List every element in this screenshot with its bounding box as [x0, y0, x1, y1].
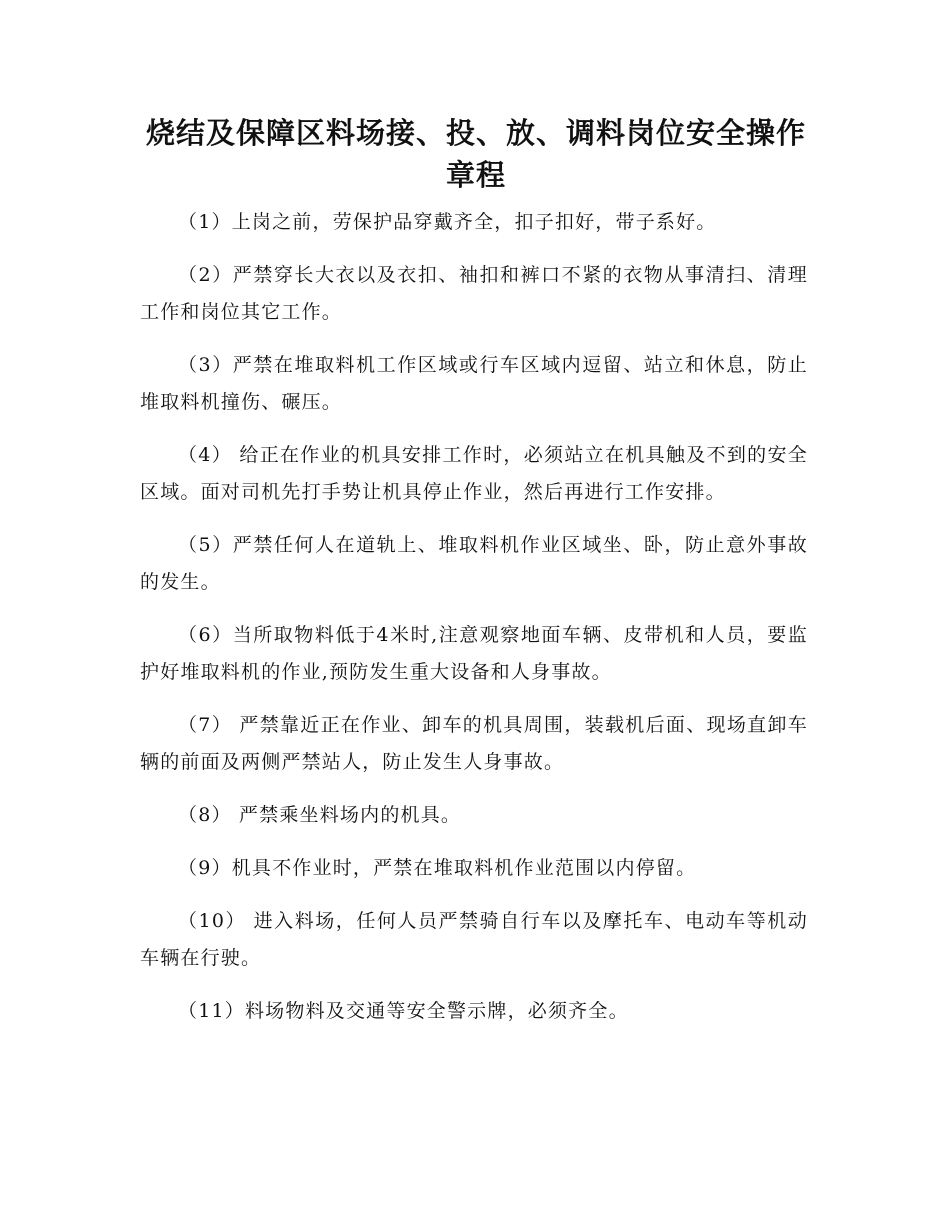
paragraph-10: （10） 进入料场，任何人员严禁骑自行车以及摩托车、电动车等机动车辆在行驶。 — [140, 910, 808, 969]
paragraph-7: （7） 严禁靠近正在作业、卸车的机具周围，装载机后面、现场直卸车辆的前面及两侧严禁站人，防止发生人身事故。 — [140, 714, 808, 773]
paragraph-1: （1）上岗之前，劳保护品穿戴齐全，扣子扣好，带子系好。 — [178, 211, 717, 233]
paragraph-3: （3）严禁在堆取料机工作区域或行车区域内逗留、站立和休息，防止堆取料机撞伤、碾压。 — [140, 354, 808, 413]
document-title: 烧结及保障区料场接、投、放、调料岗位安全操作章程 — [145, 116, 806, 192]
paragraph-2: （2）严禁穿长大衣以及衣扣、袖扣和裤口不紧的衣物从事清扫、清理工作和岗位其它工作。 — [140, 264, 808, 323]
paragraph-11: （11）料场物料及交通等安全警示牌，必须齐全。 — [178, 1000, 629, 1022]
paragraph-8: （8） 严禁乘坐料场内的机具。 — [178, 804, 462, 826]
paragraph-4: （4） 给正在作业的机具安排工作时，必须站立在机具触及不到的安全区域。面对司机先打手势让机具停止作业，然后再进行工作安排。 — [140, 444, 808, 503]
document-body — [140, 204, 808, 1046]
paragraph-6: （6）当所取物料低于4米时,注意观察地面车辆、皮带机和人员，要监护好堆取料机的作业,预防发生重大设备和人身事故。 — [140, 624, 808, 683]
paragraph-9: （9）机具不作业时，严禁在堆取料机作业范围以内停留。 — [178, 857, 697, 879]
paragraph-5: （5）严禁任何人在道轨上、堆取料机作业区域坐、卧，防止意外事故的发生。 — [140, 534, 808, 593]
